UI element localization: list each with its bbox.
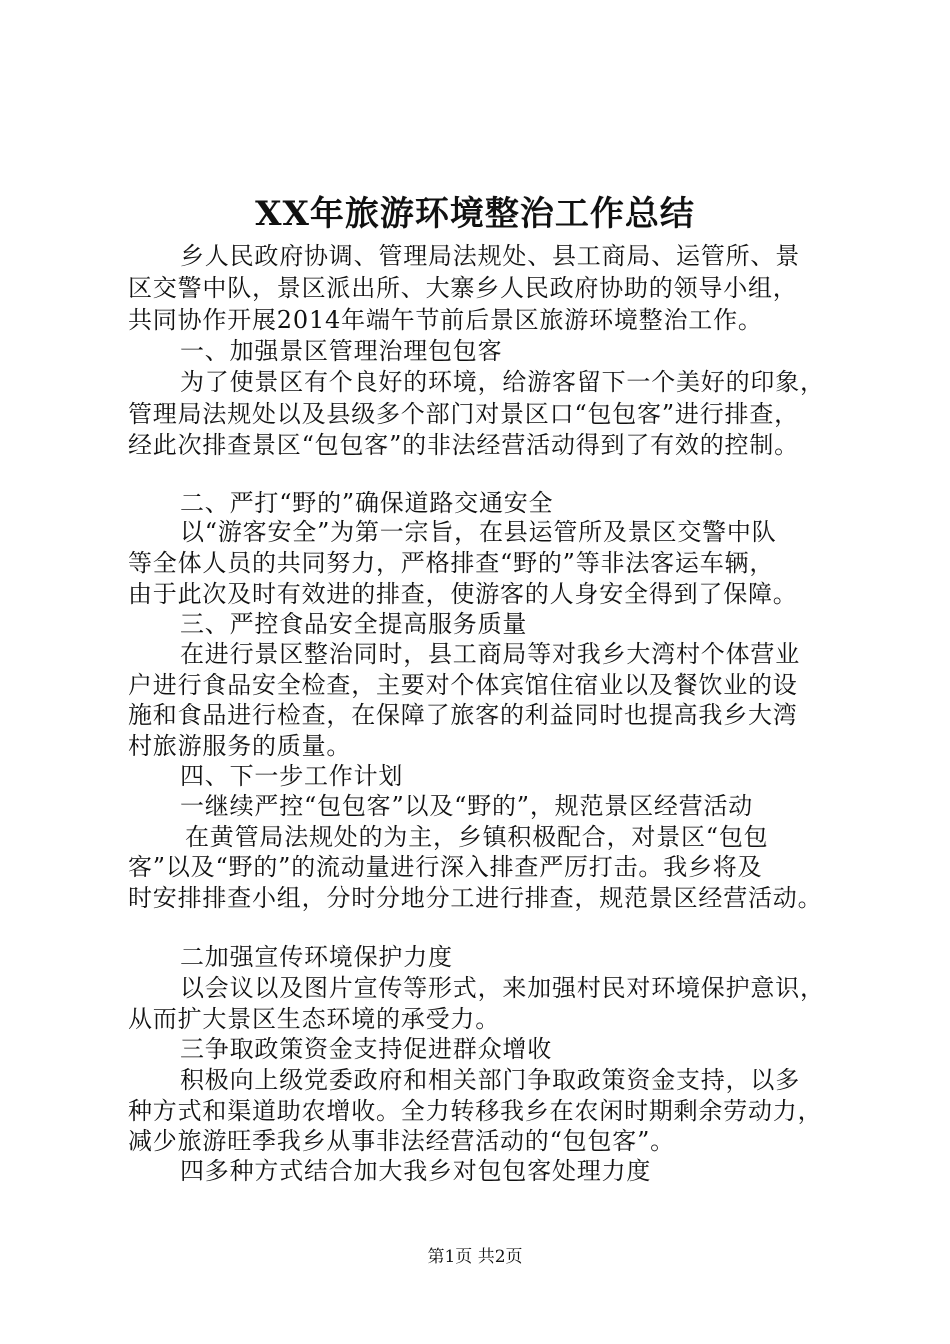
text-line: 为了使景区有个良好的环境，给游客留下一个美好的印象， — [180, 368, 825, 396]
document-title: XX年旅游环境整治工作总结 — [255, 194, 695, 234]
text-line: 从而扩大景区生态环境的承受力。 — [128, 1005, 500, 1033]
section-heading: 二、严打“野的”确保道路交通安全 — [180, 489, 554, 517]
text-line: 施和食品进行检查，在保障了旅客的利益同时也提高我乡大湾 — [128, 701, 798, 729]
text-line: 在黄管局法规处的为主，乡镇积极配合，对景区“包包 — [185, 823, 769, 851]
section-heading: 一、加强景区管理治理包包客 — [180, 337, 503, 365]
text-line: 经此次排查景区“包包客”的非法经营活动得到了有效的控制。 — [128, 431, 799, 459]
text-line: 户进行食品安全检查，主要对个体宾馆住宿业以及餐饮业的设 — [128, 671, 798, 699]
subsection-heading: 一继续严控“包包客”以及“野的”，规范景区经营活动 — [180, 792, 754, 820]
page-footer: 第1页 共2页 — [427, 1247, 523, 1267]
text-line: 区交警中队，景区派出所、大寨乡人民政府协助的领导小组， — [128, 274, 798, 302]
text-line: 以“游客安全”为第一宗旨，在县运管所及景区交警中队 — [180, 518, 777, 546]
subsection-heading: 四多种方式结合加大我乡对包包客处理力度 — [180, 1157, 652, 1185]
text-line: 村旅游服务的质量。 — [128, 732, 352, 760]
subsection-heading: 二加强宣传环境保护力度 — [180, 943, 453, 971]
text-line: 乡人民政府协调、管理局法规处、县工商局、运管所、景 — [180, 242, 800, 270]
text-line: 种方式和渠道助农增收。全力转移我乡在农闲时期剩余劳动力， — [128, 1097, 823, 1125]
section-heading: 三、严控食品安全提高服务质量 — [180, 610, 528, 638]
text-line: 等全体人员的共同努力，严格排查“野的”等非法客运车辆， — [128, 549, 775, 577]
text-line: 管理局法规处以及县级多个部门对景区口“包包客”进行排查， — [128, 400, 799, 428]
subsection-heading: 三争取政策资金支持促进群众增收 — [180, 1035, 552, 1063]
text-line: 积极向上级党委政府和相关部门争取政策资金支持，以多 — [180, 1066, 800, 1094]
text-line: 减少旅游旺季我乡从事非法经营活动的“包包客”。 — [128, 1127, 675, 1155]
text-line: 由于此次及时有效进的排查，使游客的人身安全得到了保障。 — [128, 580, 798, 608]
text-line: 在进行景区整治同时，县工商局等对我乡大湾村个体营业 — [180, 640, 800, 668]
text-line: 以会议以及图片宣传等形式，来加强村民对环境保护意识， — [180, 974, 825, 1002]
text-line: 共同协作开展2014年端午节前后景区旅游环境整治工作。 — [128, 306, 763, 334]
text-line: 客”以及“野的”的流动量进行深入排查严厉打击。我乡将及 — [128, 853, 763, 881]
section-heading: 四、下一步工作计划 — [180, 762, 404, 790]
text-line: 时安排排查小组，分时分地分工进行排查，规范景区经营活动。 — [128, 884, 823, 912]
